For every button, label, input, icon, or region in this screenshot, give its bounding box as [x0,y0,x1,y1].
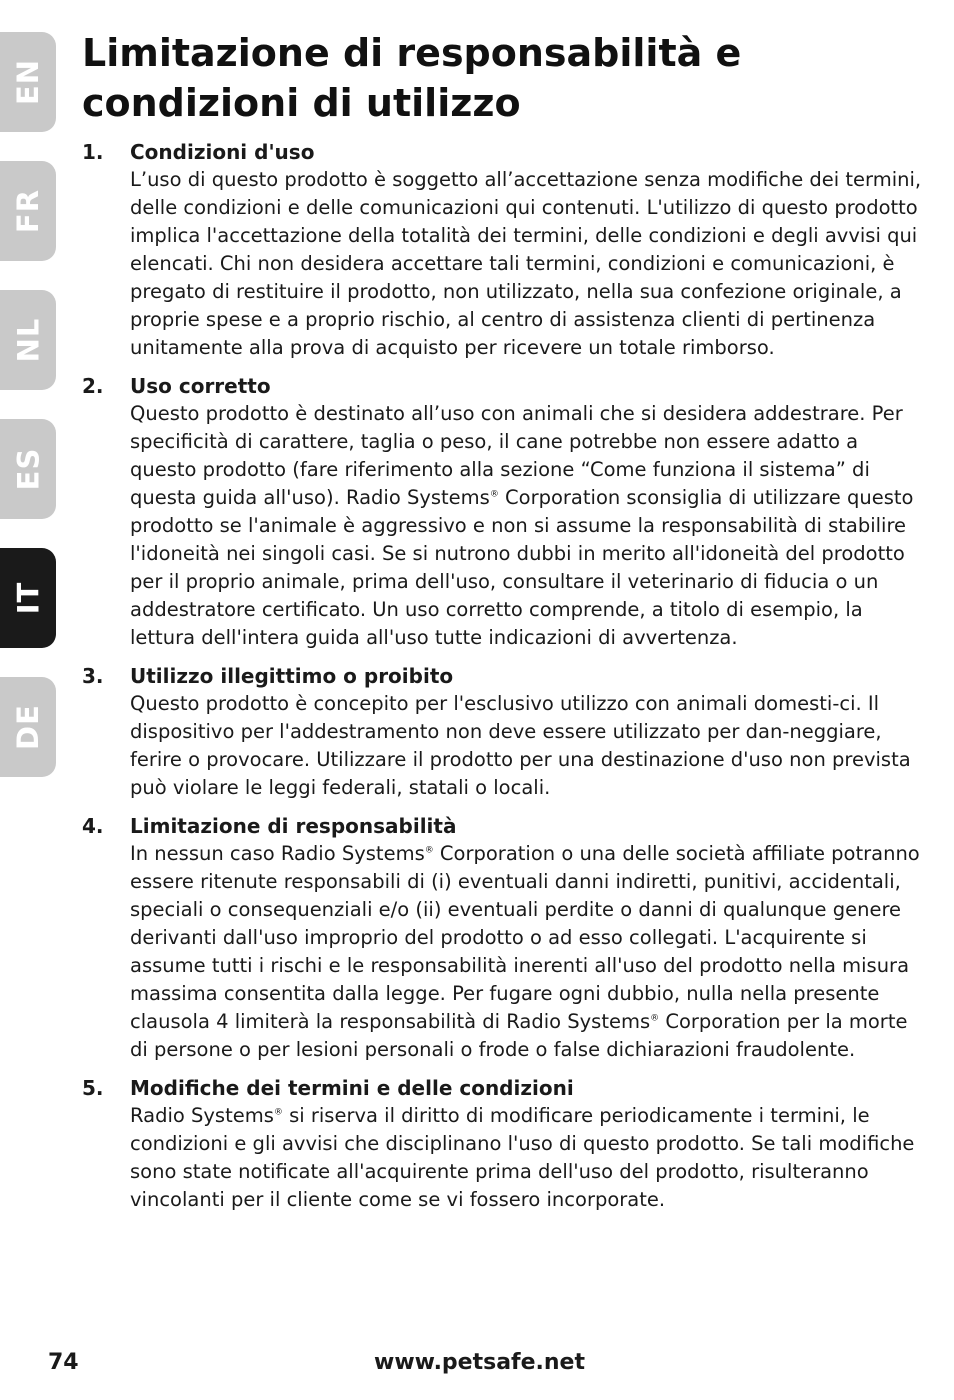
body-text: si riserva il diritto di modificare periodicamente i termini, le condizioni e gli avvisi che disciplinano l'uso di questo prodotto. Se tali modifiche sono state notificate all'acquirente prima dell'uso del prodotto, risulteranno vincolanti per il cliente come se vi fossero incorporate. [130,1104,915,1211]
language-tab-en[interactable] [0,32,56,132]
section-title: Limitazione di responsabilità [130,814,457,838]
tab-label: FR [10,188,45,234]
body-text: Questo prodotto è destinato all’uso con animali che si desidera addestrare. Per specificità di carattere, taglia o peso, il cane potrebbe non essere adatto a questo prodotto (fare riferimento alla sezione “Come funziona il sistema” di questa guida all'uso). Radio Systems [130,402,903,509]
section-body [130,690,928,802]
section-heading [82,372,928,400]
section-correct-use [82,372,928,652]
section-title: Modifiche dei termini e delle condizioni [130,1076,574,1100]
page-footer [0,1350,954,1384]
section-body [130,166,928,362]
body-text: L’uso di questo prodotto è soggetto all’accettazione senza modifiche dei termini, delle condizioni e delle comunicazioni qui contenuti. L'utilizzo di questo prodotto implica l'accettazione della totalità dei termini, delle condizioni e degli avvisi qui elencati. Chi non desidera accettare tali termini, condizioni e comunicazioni, è pregato di restituire il prodotto, non utilizzato, nella sua confezione originale, a proprie spese e a proprio rischio, al centro di assistenza clienti di pertinenza unitamente alla prova di acquisto per ricevere un totale rimborso. [130,168,922,359]
section-title: Utilizzo illegittimo o proibito [130,664,454,688]
language-tab-it[interactable] [0,548,56,648]
body-text: Corporation sconsiglia di utilizzare questo prodotto se l'animale è aggressivo e non si assume la responsabilità di stabilire l'idoneità nei singoli casi. Se si nutrono dubbi in merito all'idoneità del prodotto per il proprio animale, prima dell'uso, consultare il veterinario di fiducia o un addestratore certificato. Un uso corretto comprende, a titolo di esempio, la lettura dell'intera guida all'uso tutte indicazioni di avvertenza. [130,486,914,649]
terms-sections [82,138,928,1224]
section-title: Condizioni d'uso [130,140,315,164]
language-tab-nl[interactable] [0,290,56,390]
section-number: 2. [82,374,104,398]
section-heading [82,138,928,166]
section-body [130,840,928,1064]
section-heading [82,812,928,840]
tab-label: DE [10,704,45,750]
body-text: Corporation per la morte di persone o per lesioni personali o frode o false dichiarazioni fraudolente. [130,1010,908,1061]
tab-label: EN [11,58,45,106]
body-text: Radio Systems [130,1104,274,1127]
section-body [130,1102,928,1214]
section-title: Uso corretto [130,374,271,398]
page-title: Limitazione di responsabilità e condizioni di utilizzo [82,31,742,125]
registered-mark: ® [650,1013,660,1024]
registered-mark: ® [489,489,499,500]
section-number: 5. [82,1076,104,1100]
body-text: Questo prodotto è concepito per l'esclusivo utilizzo con animali domesti-ci. Il dispositivo per l'addestramento non deve essere utilizzato per dan-neggiare, ferire o provocare. Utilizzare il prodotto per una destinazione d'uso non prevista può violare le leggi federali, statali o locali. [130,692,911,799]
registered-mark: ® [424,845,434,856]
tab-label: NL [11,317,45,363]
section-illegal-use [82,662,928,802]
language-tab-de[interactable] [0,677,56,777]
tab-label: ES [10,447,45,491]
language-tab-fr[interactable] [0,161,56,261]
section-changes-to-terms [82,1074,928,1214]
language-tab-es[interactable] [0,419,56,519]
section-number: 1. [82,140,104,164]
section-number: 3. [82,664,104,688]
body-text: In nessun caso Radio Systems [130,842,425,865]
section-heading [82,1074,928,1102]
website-url: www.petsafe.net [374,1350,585,1375]
section-conditions-of-use [82,138,928,362]
tab-label: IT [10,581,45,615]
section-body [130,400,928,652]
registered-mark: ® [273,1107,283,1118]
section-heading [82,662,928,690]
body-text: Corporation o una delle società affiliate potranno essere ritenute responsabili di (i) eventuali danni indiretti, punitivi, accidentali, speciali o consequenziali e/o (ii) eventuali perdite o danni di qualunque genere derivanti dall'uso improprio del prodotto o ad esso collegati. L'acquirente si assume tutti i rischi e le responsabilità inerenti all'uso del prodotto nella misura massima consentita dalla legge. Per fugare ogni dubbio, nulla nella presente clausola 4 limiterà la responsabilità di Radio Systems [130,842,920,1033]
page-number: 74 [48,1350,79,1375]
section-limitation-of-liability [82,812,928,1064]
section-number: 4. [82,814,104,838]
